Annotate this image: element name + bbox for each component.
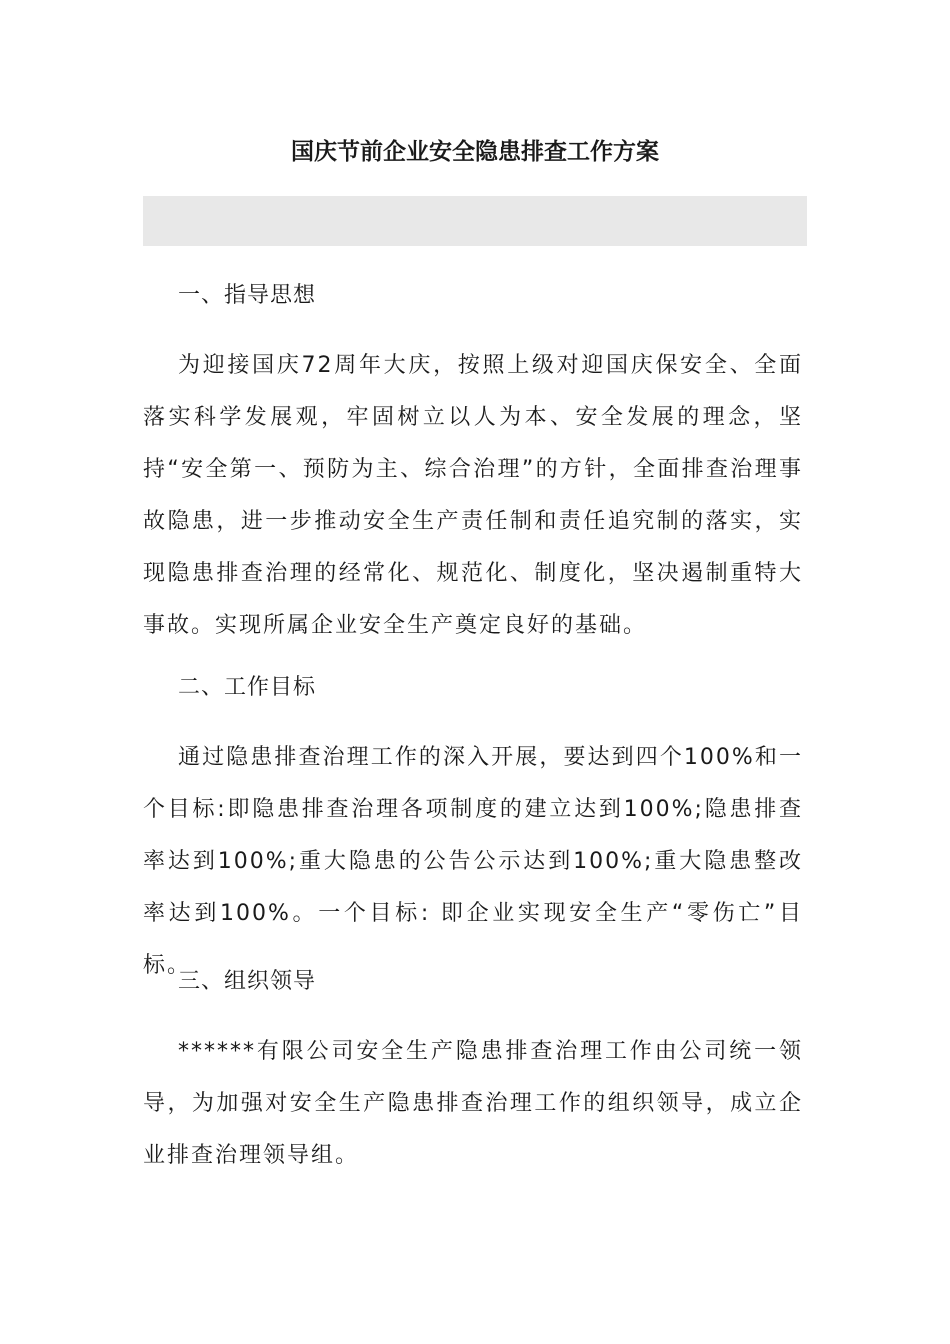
section-paragraph-guiding-ideology: 为迎接国庆72周年大庆，按照上级对迎国庆保安全、全面落实科学发展观，牢固树立以人为本、安全发展的理念，坚持“安全第一、预防为主、综合治理”的方针，全面排查治理事故隐患，进一步推动安全生产责任制和责任追究制的落实，实现隐患排查治理的经常化、规范化、制度化，坚决遏制重特大事故。实现所属企业安全生产奠定良好的基础。 bbox=[143, 353, 803, 638]
section-heading-work-goals: 二、工作目标 bbox=[178, 675, 317, 700]
redacted-banner bbox=[143, 196, 807, 246]
section-heading-organization: 三、组织领导 bbox=[178, 969, 317, 994]
document-title: 国庆节前企业安全隐患排查工作方案 bbox=[291, 139, 659, 165]
section-paragraph-work-goals: 通过隐患排查治理工作的深入开展，要达到四个100%和一个目标:即隐患排查治理各项制度的建立达到100%;隐患排查率达到100%;重大隐患的公告公示达到100%;重大隐患整改率达到100%。一个目标: 即企业实现安全生产“零伤亡”目标。 bbox=[143, 745, 803, 978]
section-heading-guiding-ideology: 一、指导思想 bbox=[178, 283, 317, 308]
section-paragraph-organization: ******有限公司安全生产隐患排查治理工作由公司统一领导，为加强对安全生产隐患排查治理工作的组织领导，成立企业排查治理领导组。 bbox=[143, 1039, 803, 1168]
